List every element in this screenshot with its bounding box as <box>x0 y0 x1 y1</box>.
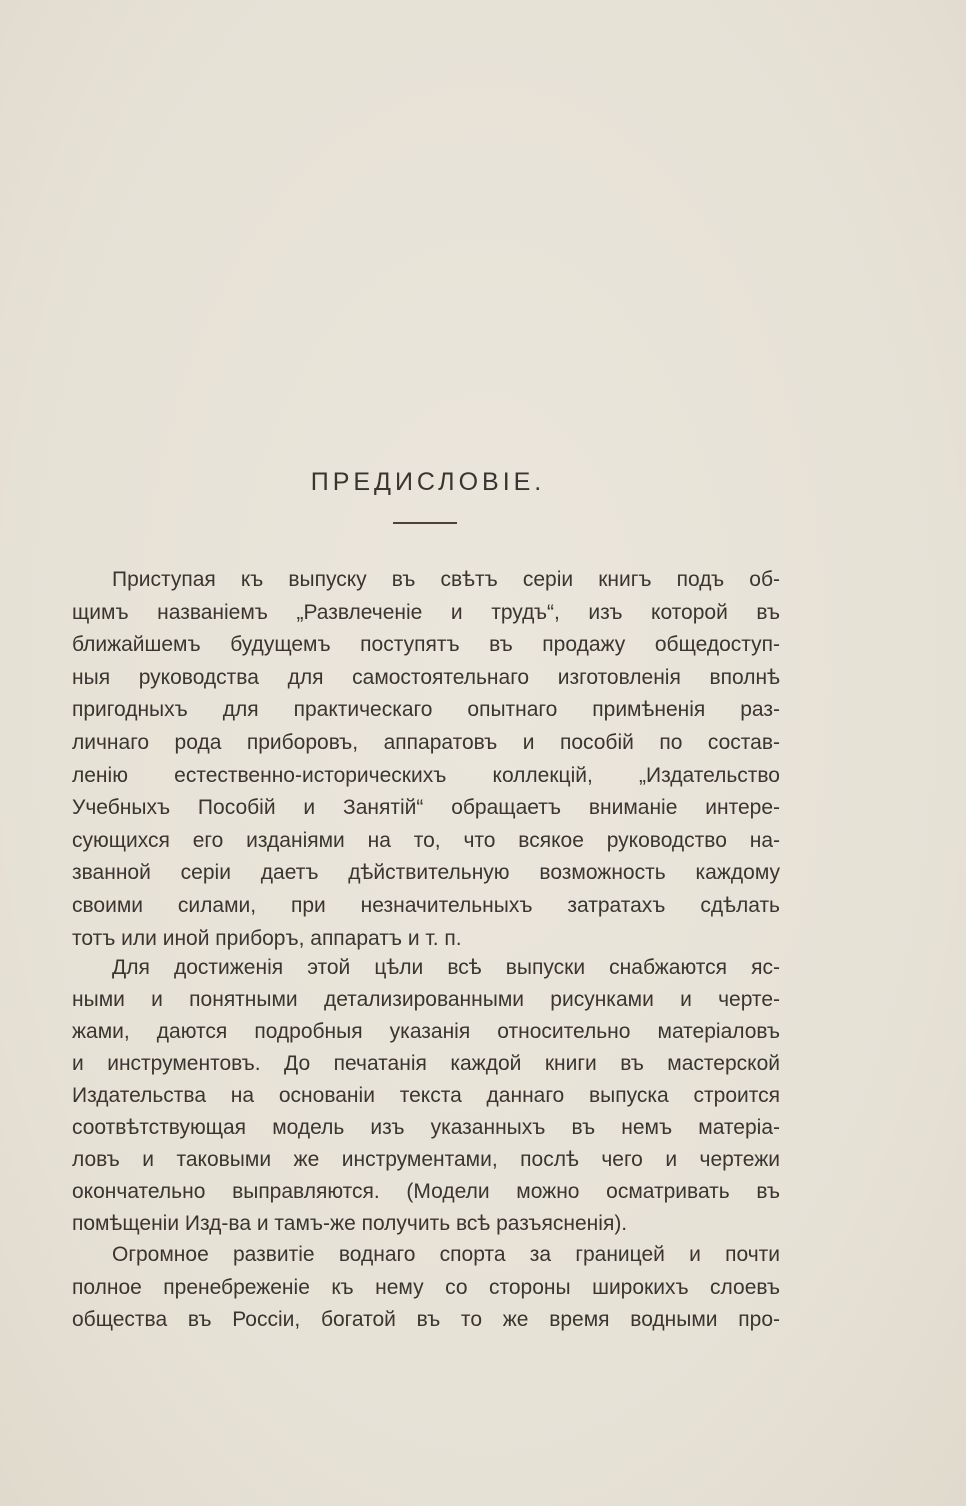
text-line: Приступая къ выпуску въ свѣтъ серіи книгъ подъ об- <box>112 568 780 591</box>
text-line: Учебныхъ Пособій и Занятій“ обращаетъ вниманіе интере- <box>72 796 780 820</box>
text-line: соотвѣтствующая модель изъ указанныхъ въ немъ матеріа- <box>72 1116 780 1139</box>
text-line: Издательства на основаніи текста даннаго выпуска строится <box>72 1084 780 1107</box>
text-line: окончательно выправляются. (Модели можно осматривать въ <box>72 1180 780 1203</box>
text-line: общества въ Россіи, богатой въ то же время водными про- <box>72 1308 780 1331</box>
title-divider <box>393 522 457 524</box>
text-line: сующихся его изданіями на то, что всякое руководство на- <box>72 828 780 852</box>
text-line: ныя руководства для самостоятельнаго изготовленія вполнѣ <box>72 665 780 689</box>
text-line: щимъ названіемъ „Развлеченіе и трудъ“, изъ которой въ <box>72 600 780 624</box>
text-line: ленію естественно-историческихъ коллекцій, „Издательство <box>72 763 780 787</box>
text-line: ловъ и таковыми же инструментами, послѣ чего и чертежи <box>72 1148 780 1171</box>
text-line: званной серіи даетъ дѣйствительную возможность каждому <box>72 861 780 885</box>
text-line: помѣщеніи Изд-ва и тамъ-же получить всѣ разъясненія). <box>72 1212 628 1235</box>
text-line: жами, даются подробныя указанія относительно матеріаловъ <box>72 1020 780 1043</box>
text-line: своими силами, при незначительныхъ затратахъ сдѣлать <box>72 894 780 917</box>
page-title: ПРЕДИСЛОВІЕ. <box>310 468 546 496</box>
text-line: тотъ или иной приборъ, аппаратъ и т. п. <box>72 926 462 950</box>
text-line: пригодныхъ для практическаго опытнаго примѣненія раз- <box>72 698 780 722</box>
text-line: ными и понятными детализированными рисунками и черте- <box>72 988 780 1011</box>
text-line: личнаго рода приборовъ, аппаратовъ и пособій по состав- <box>72 731 780 754</box>
text-line: и инструментовъ. До печатанія каждой книги въ мастерской <box>72 1052 780 1075</box>
text-line: полное пренебреженіе къ нему со стороны широкихъ слоевъ <box>72 1275 780 1299</box>
text-line: Для достиженія этой цѣли всѣ выпуски снабжаются яс- <box>112 956 780 979</box>
text-line: Огромное развитіе воднаго спорта за границей и почти <box>112 1243 780 1266</box>
text-line: ближайшемъ будущемъ поступятъ въ продажу общедоступ- <box>72 633 780 657</box>
